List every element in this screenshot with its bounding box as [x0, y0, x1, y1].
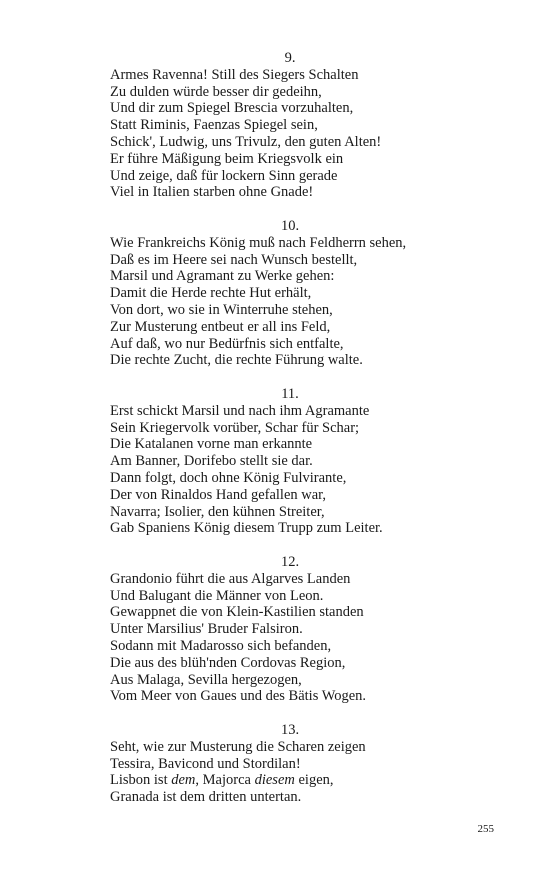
verse-segment: Lisbon ist — [110, 772, 172, 789]
stanza-number: 11. — [281, 386, 299, 402]
verse-line: Der von Rinaldos Hand gefallen war, — [110, 486, 327, 503]
verse-line: Dann folgt, doch ohne König Fulvirante, — [110, 469, 347, 486]
stanza-number: 13. — [280, 722, 300, 738]
verse-line: Seht, wie zur Musterung die Scharen zeigen — [110, 738, 366, 755]
verse-segment: , Majorca — [195, 772, 255, 789]
verse-line: Viel in Italien starben ohne Gnade! — [110, 184, 314, 201]
verse-line: Grandonio führt die aus Algarves Landen — [110, 570, 351, 587]
stanza-12 — [110, 554, 470, 705]
verse-line: Navarra; Isolier, den kühnen Streiter, — [110, 503, 325, 520]
stanza-10 — [110, 218, 470, 369]
verse-line: Tessira, Bavicond und Stordilan! — [110, 755, 301, 772]
verse-line: Die rechte Zucht, die rechte Führung walte. — [110, 352, 363, 369]
verse-line: Auf daß, wo nur Bedürfnis sich entfalte, — [110, 335, 344, 352]
stanza-number: 9. — [284, 50, 296, 66]
verse-line: Granada ist dem dritten untertan. — [110, 789, 302, 806]
verse-line — [110, 772, 470, 789]
verse-line: Vom Meer von Gaues und des Bätis Wogen. — [110, 688, 367, 705]
verse-line: Marsil und Agramant zu Werke gehen: — [110, 268, 335, 285]
verse-line: Er führe Mäßigung beim Kriegsvolk ein — [110, 150, 344, 167]
verse-line: Erst schickt Marsil und nach ihm Agramante — [110, 402, 370, 419]
verse-line: Wie Frankreichs König muß nach Feldherrn sehen, — [110, 234, 407, 251]
stanza-11 — [110, 386, 470, 537]
verse-line: Damit die Herde rechte Hut erhält, — [110, 285, 312, 302]
verse-line: Und zeige, daß für lockern Sinn gerade — [110, 167, 338, 184]
verse-line: Und Balugant die Männer von Leon. — [110, 587, 324, 604]
verse-line: Am Banner, Dorifebo stellt sie dar. — [110, 453, 313, 470]
verse-line: Sein Kriegervolk vorüber, Schar für Schar; — [110, 419, 360, 436]
verse-line: Unter Marsilius' Bruder Falsiron. — [110, 621, 303, 638]
verse-line: Die aus des blüh'nden Cordovas Region, — [110, 654, 346, 671]
verse-line: Daß es im Heere sei nach Wunsch bestellt, — [110, 251, 358, 268]
verse-line: Von dort, wo sie in Winterruhe stehen, — [110, 301, 333, 318]
stanza-9 — [110, 50, 470, 201]
verse-line: Armes Ravenna! Still des Siegers Schalten — [110, 66, 359, 83]
verse-line: Gewappnet die von Klein-Kastilien standen — [110, 604, 364, 621]
stanza-number: 10. — [280, 218, 300, 234]
verse-emphasis: diesem — [254, 772, 295, 789]
verse-line: Schick', Ludwig, uns Trivulz, den guten Alten! — [110, 133, 382, 150]
page-number: 255 — [477, 823, 494, 835]
verse-line: Die Katalanen vorne man erkannte — [110, 436, 313, 453]
verse-line: Zur Musterung entbeut er all ins Feld, — [110, 318, 331, 335]
verse-line: Statt Riminis, Faenzas Spiegel sein, — [110, 117, 318, 134]
verse-line: Gab Spaniens König diesem Trupp zum Leiter. — [110, 520, 383, 537]
stanza-number: 12. — [280, 554, 300, 570]
verse-line: Aus Malaga, Sevilla hergezogen, — [110, 671, 302, 688]
verse-line: Und dir zum Spiegel Brescia vorzuhalten, — [110, 100, 354, 117]
verse-segment: eigen, — [294, 772, 334, 789]
verse-line: Zu dulden würde besser dir gedeihn, — [110, 83, 322, 100]
verse-line: Sodann mit Madarosso sich befanden, — [110, 637, 332, 654]
stanza-13 — [110, 722, 470, 806]
verse-emphasis: dem — [171, 772, 196, 789]
